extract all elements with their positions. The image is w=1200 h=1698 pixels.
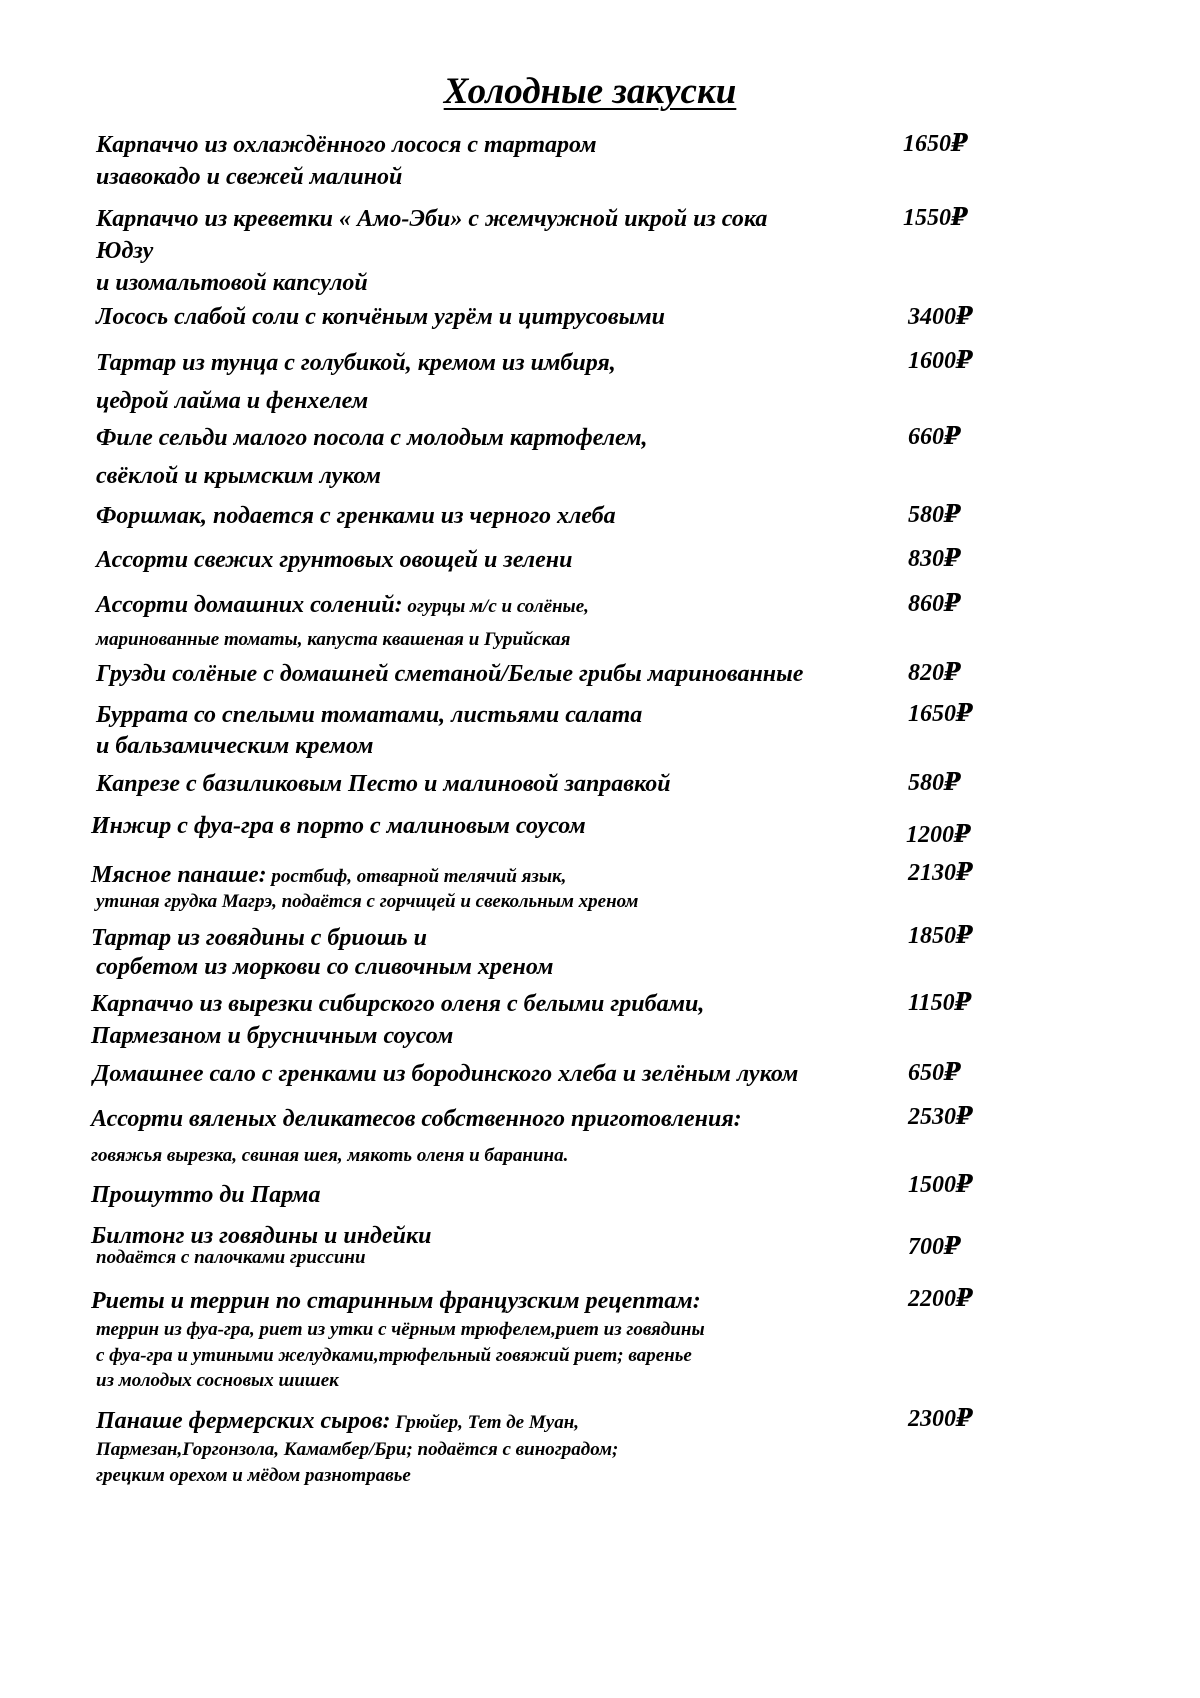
dish-name-text: Тартар из тунца с голубикой, кремом из имбиря, (96, 350, 616, 376)
dish-description: грецким орехом и мёдом разнотравье (96, 1465, 411, 1486)
dish-description-inline: огурцы м/с и солёные, (402, 596, 589, 617)
dish-price: 2130₽ (908, 860, 973, 886)
dish-description: подаётся с палочками гриссини (96, 1247, 366, 1268)
dish-description: и изомальтовой капсулой (96, 270, 368, 296)
dish-name-text: Карпаччо из вырезки сибирского оленя с белыми грибами, (91, 991, 705, 1017)
dish-name-text: Форшмак, подается с гренками из черного хлеба (96, 503, 616, 529)
dish-price: 1150₽ (908, 990, 972, 1016)
dish-name-text: Грузди солёные с домашней сметаной/Белые грибы маринованные (96, 661, 804, 687)
dish-price: 2200₽ (908, 1286, 973, 1312)
dish-name (93, 1059, 798, 1089)
dish-price: 650₽ (908, 1060, 961, 1086)
dish-name (96, 204, 767, 234)
dish-price: 580₽ (908, 502, 961, 528)
dish-name-text: Лосось слабой соли с копчёным угрём и цитрусовыми (96, 304, 666, 330)
dish-name (96, 501, 616, 531)
dish-name-text: Билтонг из говядины и индейки (91, 1223, 432, 1249)
dish-description-inline: Грюйер, Тет де Муан, (390, 1412, 579, 1433)
dish-name-text: Ассорти домашних солений: (96, 592, 403, 618)
dish-description-inline: ростбиф, отварной телячий язык, (266, 866, 567, 887)
dish-description: и бальзамическим кремом (96, 733, 374, 759)
dish-description: сорбетом из моркови со сливочным хреном (96, 954, 554, 980)
dish-name-text: Буррата со спелыми томатами, листьями салата (96, 702, 643, 728)
dish-name (91, 1180, 321, 1210)
dish-price: 1650₽ (903, 131, 968, 157)
dish-price: 860₽ (908, 591, 961, 617)
dish-name-text: Капрезе с базиликовым Песто и малиновой заправкой (96, 771, 671, 797)
dish-name-text: Ассорти вяленых деликатесов собственного приготовления: (91, 1106, 742, 1132)
dish-price: 1550₽ (903, 205, 968, 231)
dish-name (96, 590, 589, 622)
dish-name-text: Карпаччо из креветки « Амо-Эби» с жемчужной икрой из сока (96, 206, 768, 232)
dish-name-text: Риеты и террин по старинным французским рецептам: (91, 1288, 701, 1314)
dish-name (96, 348, 616, 378)
dish-name (96, 545, 572, 575)
dish-description: свёклой и крымским луком (96, 463, 381, 489)
dish-description: говяжья вырезка, свиная шея, мякоть оленя и баранина. (91, 1145, 569, 1166)
dish-name (91, 811, 586, 841)
dish-description: утиная грудка Магрэ, подаётся с горчицей и свекольным хреном (96, 891, 639, 912)
dish-name (96, 1406, 579, 1438)
dish-name-text: Карпаччо из охлаждённого лосося с тартаром (96, 132, 597, 158)
dish-price: 2300₽ (908, 1406, 973, 1432)
dish-price: 1650₽ (908, 701, 973, 727)
dish-description: с фуа-гра и утиными желудками,трюфельный говяжий риет; варенье (96, 1345, 692, 1366)
dish-name-text: Мясное панаше: (91, 862, 267, 888)
dish-description: изавокадо и свежей малиной (96, 164, 403, 190)
page-title: Холодные закуски (443, 71, 737, 112)
dish-price: 830₽ (908, 546, 961, 572)
dish-name (96, 769, 671, 799)
dish-name (96, 423, 648, 453)
dish-price: 700₽ (908, 1234, 961, 1260)
dish-price: 660₽ (908, 424, 961, 450)
dish-name (96, 700, 642, 730)
dish-name-text: Ассорти свежих грунтовых овощей и зелени (96, 547, 573, 573)
dish-description: из молодых сосновых шишек (96, 1370, 339, 1391)
dish-price: 2530₽ (908, 1104, 973, 1130)
dish-name (91, 1286, 701, 1316)
dish-price: 820₽ (908, 660, 961, 686)
dish-name-text: Тартар из говядины с бриошь и (91, 925, 427, 951)
dish-name-text: Филе сельди малого посола с молодым картофелем, (96, 425, 648, 451)
dish-name-text: Инжир с фуа-гра в порто с малиновым соусом (91, 813, 586, 839)
dish-name (91, 1104, 742, 1134)
dish-price: 3400₽ (908, 304, 973, 330)
dish-description: маринованные томаты, капуста квашеная и Гурийская (96, 629, 571, 650)
dish-name (96, 302, 665, 332)
dish-price: 1600₽ (908, 348, 973, 374)
dish-name-text: Панаше фермерских сыров: (96, 1408, 391, 1434)
dish-name (91, 923, 427, 953)
dish-name (91, 989, 704, 1019)
dish-description: Пармезаном и брусничным соусом (91, 1023, 454, 1049)
dish-name-text: Домашнее сало с гренками из бородинского хлеба и зелёным луком (93, 1061, 799, 1087)
dish-description: цедрой лайма и фенхелем (96, 388, 369, 414)
dish-description: Юдзу (96, 238, 154, 264)
dish-description: Пармезан,Горгонзола, Камамбер/Бри; подаётся с виноградом; (96, 1439, 619, 1460)
dish-description: террин из фуа-гра, риет из утки с чёрным трюфелем,риет из говядины (96, 1319, 705, 1340)
dish-price: 1200₽ (906, 822, 971, 848)
dish-price: 1850₽ (908, 923, 973, 949)
dish-name (96, 130, 597, 160)
dish-name (96, 659, 803, 689)
dish-price: 580₽ (908, 770, 961, 796)
dish-name-text: Прошутто ди Парма (91, 1182, 321, 1208)
dish-price: 1500₽ (908, 1172, 973, 1198)
